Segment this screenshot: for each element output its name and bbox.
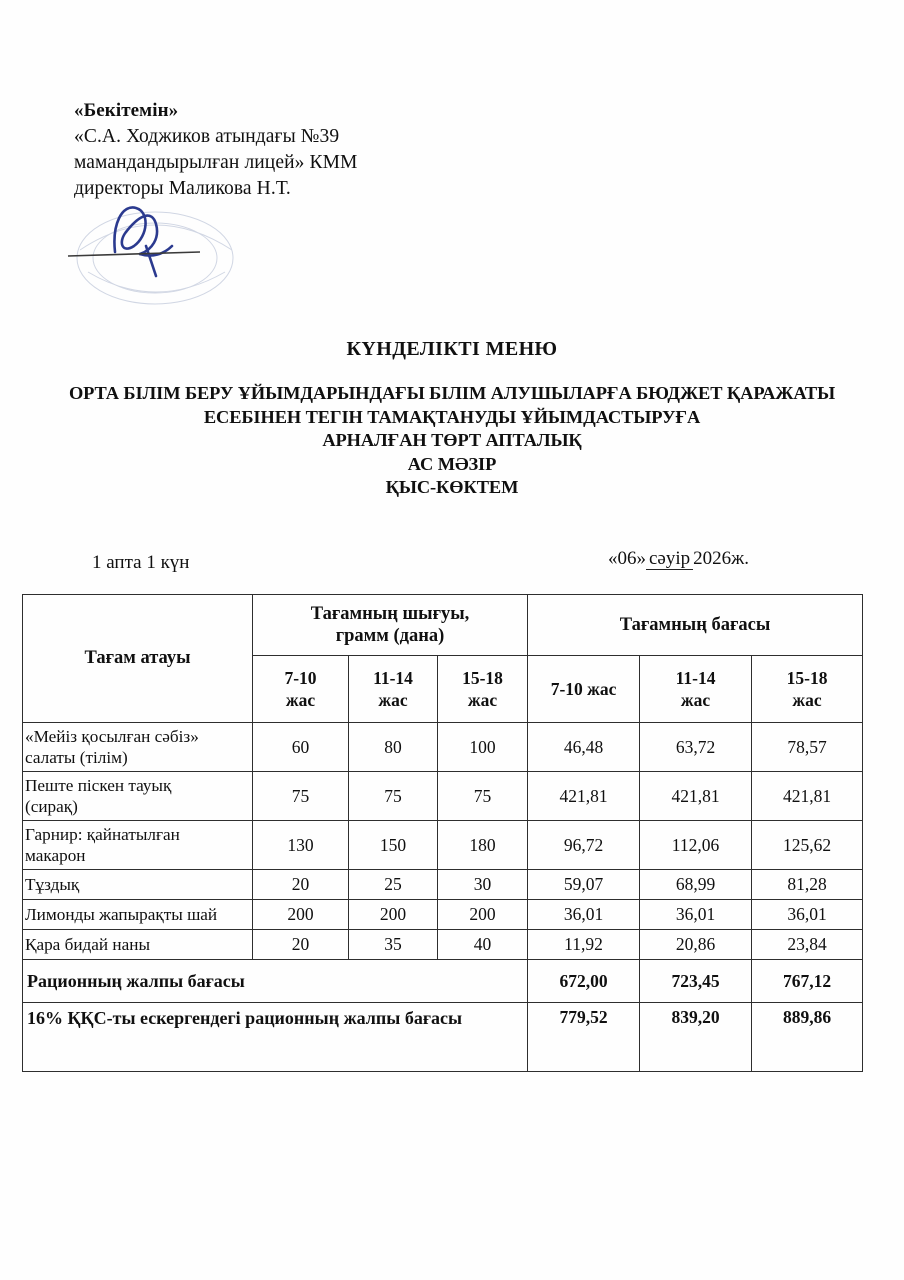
header-age-unit: жас [285, 690, 316, 710]
cell-grams-11-14: 200 [349, 900, 438, 930]
cell-grams-11-14: 150 [349, 821, 438, 870]
subtitle-line-2: ҚАРАЖАТЫ ЕСЕБІНЕН ТЕГІН ТАМАҚТАНУДЫ ҰЙЫМДАСТЫРУҒА [203, 383, 836, 427]
cell-price-7-10: 421,81 [528, 772, 640, 821]
header-portion-line-2: грамм (дана) [335, 626, 445, 646]
dish-line-1: Пеште піскен тауық [25, 776, 172, 795]
header-age-unit: жас [792, 690, 822, 710]
cell-grams-11-14: 25 [349, 870, 438, 900]
header-portion-age-11-14 [349, 656, 438, 723]
cell-grams-15-18: 75 [438, 772, 528, 821]
table-header-row-1 [23, 595, 863, 656]
cell-price-11-14: 63,72 [640, 723, 752, 772]
table-total-row [23, 1003, 863, 1072]
cell-grams-11-14: 35 [349, 930, 438, 960]
header-age-unit: жас [378, 690, 408, 710]
date-prefix: «06» [608, 548, 646, 569]
cell-grams-7-10: 20 [253, 930, 349, 960]
cell-grams-11-14: 75 [349, 772, 438, 821]
approval-line-3: мамандандырылған лицей» КММ [74, 152, 358, 173]
cell-grams-7-10: 20 [253, 870, 349, 900]
cell-price-15-18: 81,28 [752, 870, 863, 900]
table-row [23, 772, 863, 821]
table-row [23, 900, 863, 930]
header-age-range: 7-10 жас [550, 679, 617, 699]
subtitle-line-1: ОРТА БІЛІМ БЕРУ ҰЙЫМДАРЫНДАҒЫ БІЛІМ АЛУШЫЛАРҒА БЮДЖЕТ [68, 383, 723, 403]
approval-block [74, 98, 494, 202]
cell-price-11-14: 36,01 [640, 900, 752, 930]
cell-dish-name [23, 772, 253, 821]
cell-grams-7-10: 130 [253, 821, 349, 870]
header-age-range: 7-10 [284, 668, 317, 688]
cell-grams-15-18: 100 [438, 723, 528, 772]
cell-price-11-14: 112,06 [640, 821, 752, 870]
document-subtitle [52, 382, 852, 500]
cell-price-15-18: 421,81 [752, 772, 863, 821]
table-row [23, 930, 863, 960]
table-row [23, 870, 863, 900]
total-value-7-10: 672,00 [528, 960, 640, 1003]
cell-price-7-10: 59,07 [528, 870, 640, 900]
dish-line-2: салаты (тілім) [25, 748, 128, 767]
cell-grams-15-18: 40 [438, 930, 528, 960]
cell-grams-15-18: 200 [438, 900, 528, 930]
cell-dish-name [23, 821, 253, 870]
header-portion-age-15-18 [438, 656, 528, 723]
header-age-unit: жас [467, 690, 498, 710]
cell-price-11-14: 68,99 [640, 870, 752, 900]
cell-grams-7-10: 75 [253, 772, 349, 821]
header-age-range: 15-18 [786, 668, 828, 688]
cell-dish-name: Лимонды жапырақты шай [23, 900, 253, 930]
cell-price-7-10: 96,72 [528, 821, 640, 870]
header-price-group: Тағамның бағасы [528, 595, 863, 656]
header-age-unit: жас [680, 690, 711, 710]
cell-price-11-14: 20,86 [640, 930, 752, 960]
total-vat-value-7-10: 779,52 [528, 1003, 640, 1072]
table-row [23, 723, 863, 772]
date-suffix: 2026ж. [693, 548, 750, 569]
header-age-range: 11-14 [373, 668, 413, 688]
subtitle-line-3: АРНАЛҒАН ТӨРТ АПТАЛЫҚ [322, 430, 582, 450]
cell-price-7-10: 46,48 [528, 723, 640, 772]
cell-dish-name: Қара бидай наны [23, 930, 253, 960]
header-price-age-11-14 [640, 656, 752, 723]
cell-price-7-10: 11,92 [528, 930, 640, 960]
cell-price-7-10: 36,01 [528, 900, 640, 930]
document-date [608, 548, 749, 570]
cell-grams-7-10: 200 [253, 900, 349, 930]
total-value-15-18: 767,12 [752, 960, 863, 1003]
total-label-vat: 16% ҚҚС-ты ескергендегі рационның жалпы бағасы [23, 1003, 528, 1072]
approval-line-1: «Бекітемін» [74, 100, 179, 121]
header-portion-age-7-10 [253, 656, 349, 723]
total-value-11-14: 723,45 [640, 960, 752, 1003]
total-vat-value-15-18: 889,86 [752, 1003, 863, 1072]
page-title: КҮНДЕЛІКТІ МЕНЮ [346, 338, 558, 360]
cell-price-15-18: 36,01 [752, 900, 863, 930]
week-day-label: 1 апта 1 күн [92, 552, 190, 573]
total-vat-value-11-14: 839,20 [640, 1003, 752, 1072]
cell-price-15-18: 23,84 [752, 930, 863, 960]
header-portion-group [253, 595, 528, 656]
dish-line-2: макарон [25, 846, 86, 865]
cell-grams-7-10: 60 [253, 723, 349, 772]
header-price-age-7-10 [528, 656, 640, 723]
cell-price-15-18: 125,62 [752, 821, 863, 870]
cell-price-11-14: 421,81 [640, 772, 752, 821]
header-price-age-15-18 [752, 656, 863, 723]
table-row [23, 821, 863, 870]
cell-dish-name [23, 723, 253, 772]
dish-line-1: Гарнир: қайнатылған [25, 825, 180, 844]
header-age-range: 15-18 [462, 668, 503, 688]
approval-line-2: «С.А. Ходжиков атындағы №39 [74, 126, 340, 147]
dish-line-2: (сирақ) [25, 797, 78, 816]
cell-grams-15-18: 180 [438, 821, 528, 870]
cell-dish-name: Тұздық [23, 870, 253, 900]
date-month: сәуір [646, 548, 693, 570]
approval-line-4: директоры Маликова Н.Т. [74, 178, 291, 199]
cell-grams-15-18: 30 [438, 870, 528, 900]
header-age-range: 11-14 [675, 668, 716, 688]
subtitle-line-4: АС МӘЗІР [407, 453, 497, 474]
total-label: Рационның жалпы бағасы [23, 960, 528, 1003]
dish-line-1: «Мейіз қосылған сәбіз» [25, 727, 199, 746]
header-portion-line-1: Тағамның шығуы, [310, 604, 470, 624]
menu-table [22, 594, 863, 1072]
cell-price-15-18: 78,57 [752, 723, 863, 772]
table-total-row [23, 960, 863, 1003]
subtitle-line-5: ҚЫС-КӨКТЕМ [385, 477, 519, 497]
cell-grams-11-14: 80 [349, 723, 438, 772]
header-dish-name: Тағам атауы [23, 595, 253, 723]
